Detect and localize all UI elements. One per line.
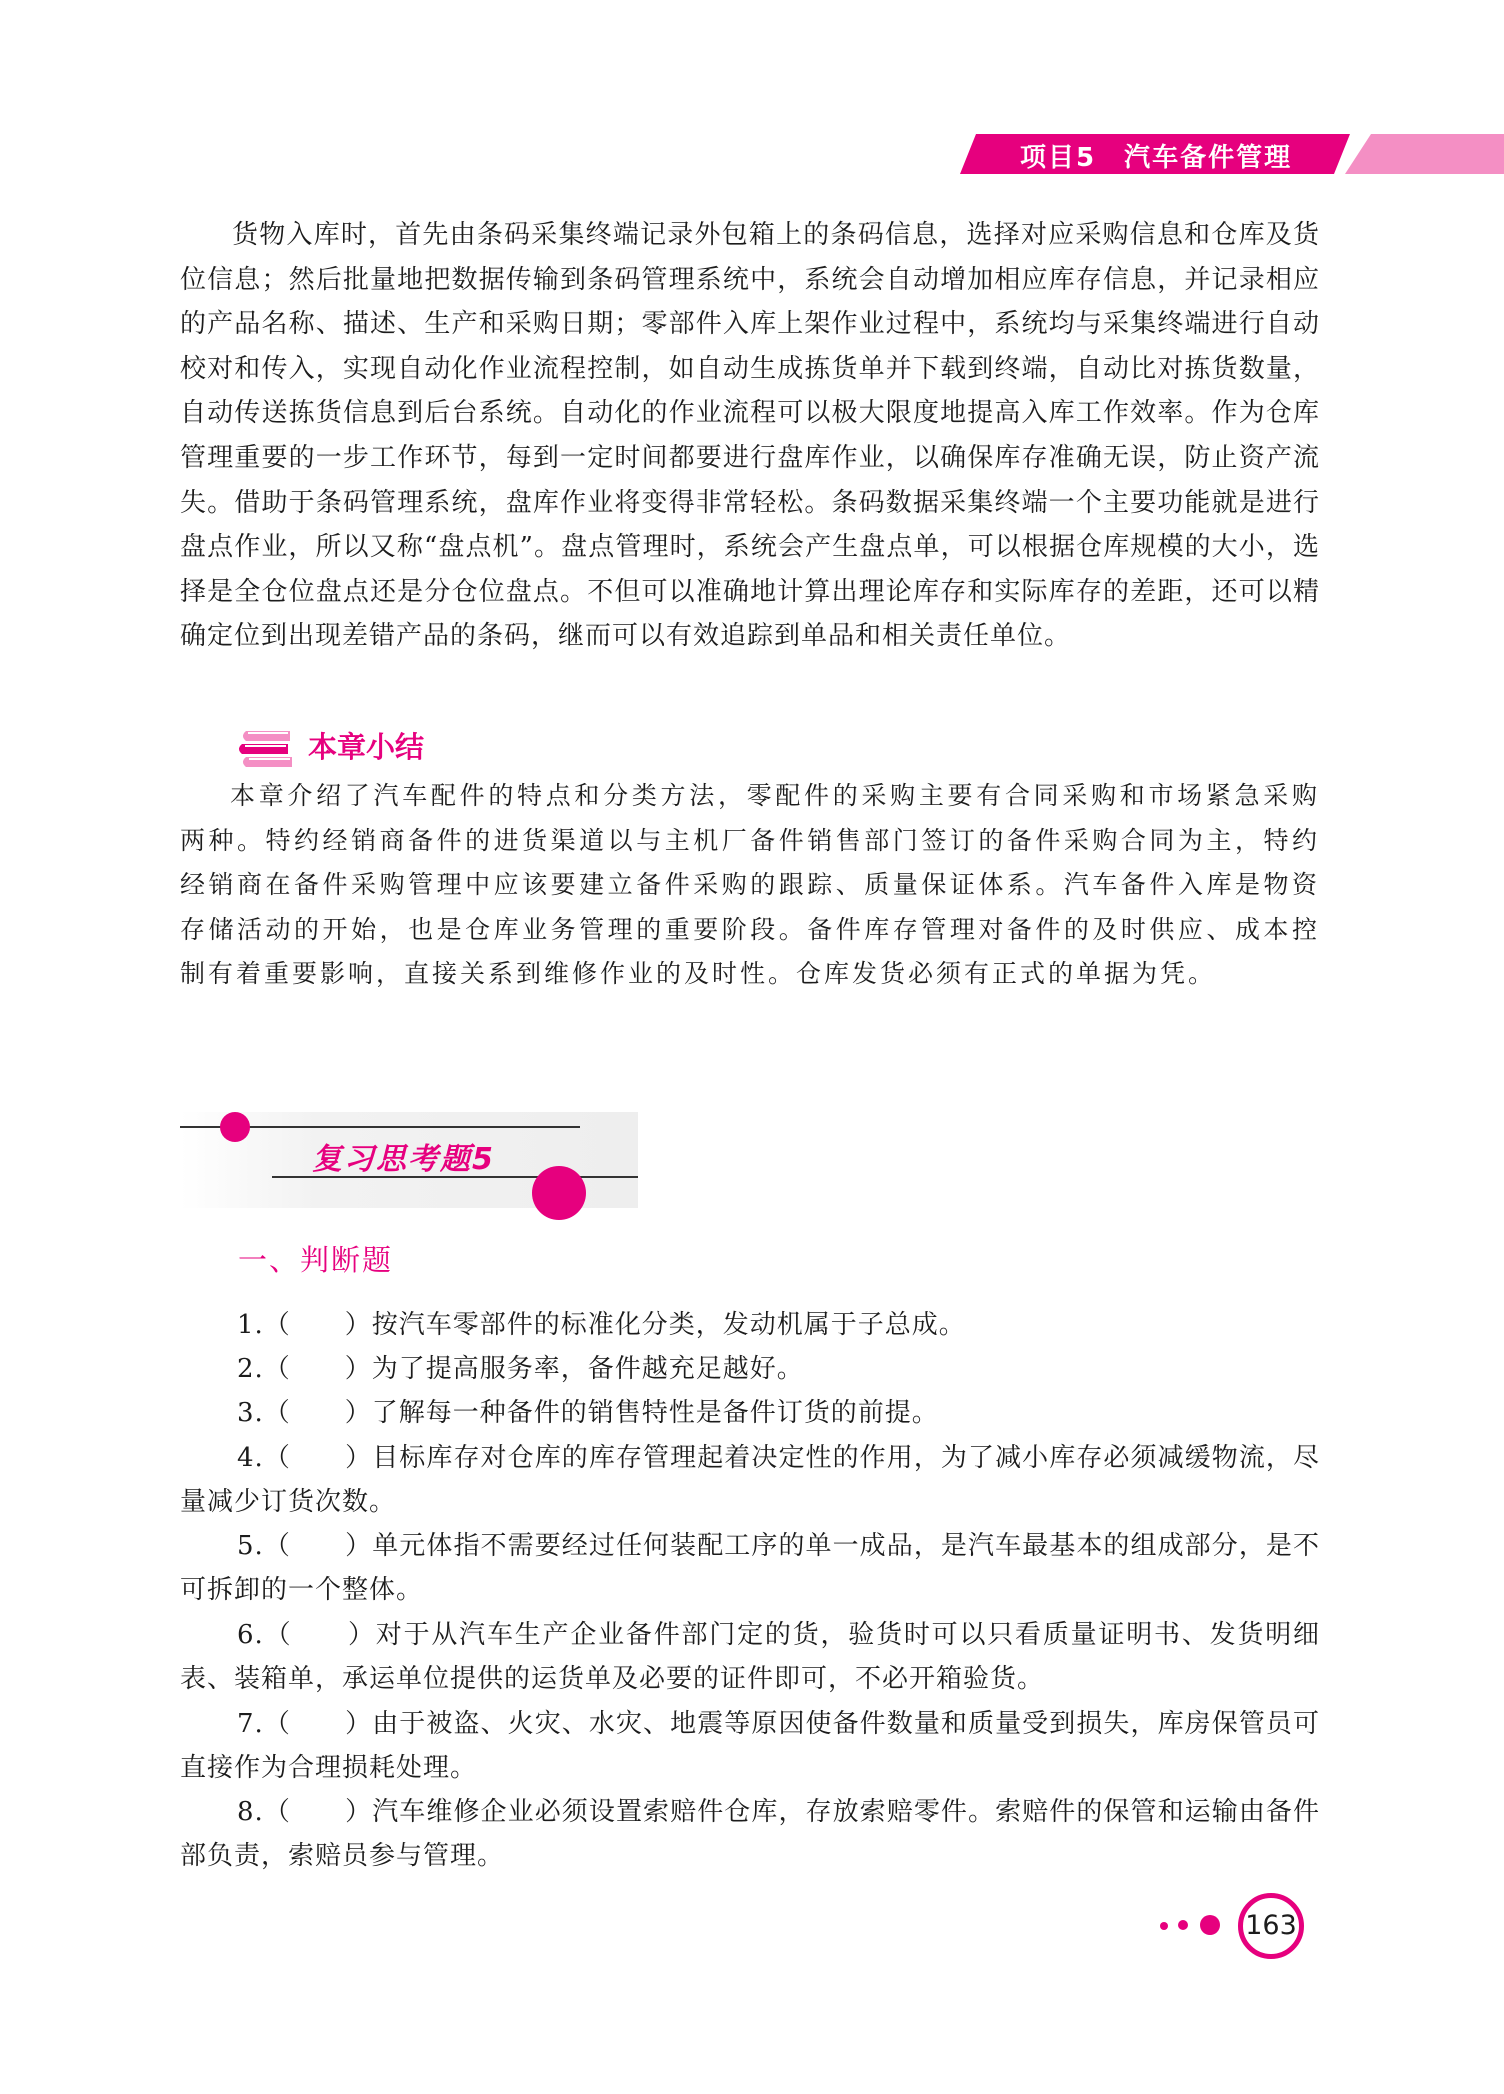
section-title: 一、判断题 (238, 1243, 394, 1277)
page-dot-large (1200, 1915, 1220, 1935)
question-item: 6.（ ）对于从汽车生产企业备件部门定的货，验货时可以只看质量证明书、发货明细表、装箱单，承运单位提供的运货单及必要的证件即可，不必开箱验货。 (180, 1620, 1320, 1695)
review-large-dot (532, 1166, 586, 1220)
summary-title: 本章小结 (308, 730, 425, 764)
summary-paragraph: 本章介绍了汽车配件的特点和分类方法，零配件的采购主要有合同采购和市场紧急采购两种。特约经销商备件的进货渠道以与主机厂备件销售部门签订的备件采购合同为主，特约经销商在备件采购管理中应该要建立备件采购的跟踪、质量保证体系。汽车备件入库是物资存储活动的开始，也是仓库业务管理的重要阶段。备件库存管理对备件的及时供应、成本控制有着重要影响，直接关系到维修作业的及时性。仓库发货必须有正式的单据为凭。 (180, 781, 1320, 988)
question-item: 4.（ ）目标库存对仓库的库存管理起着决定性的作用，为了减小库存必须减缓物流，尽量减少订货次数。 (180, 1443, 1320, 1518)
review-title: 复习思考题5 (312, 1142, 495, 1177)
page-dot-small (1160, 1922, 1168, 1930)
chapter-header-banner (960, 134, 1504, 174)
question-item: 5.（ ）单元体指不需要经过任何装配工序的单一成品，是汽车最基本的组成部分，是不可拆卸的一个整体。 (180, 1531, 1320, 1606)
header-label: 项目5 汽车备件管理 (1020, 143, 1293, 173)
header-banner-light (1345, 134, 1504, 174)
review-small-dot (220, 1112, 250, 1142)
page-number-badge (1160, 1891, 1320, 1957)
question-item: 3.（ ）了解每一种备件的销售特性是备件订货的前提。 (237, 1398, 939, 1428)
summary-heading (238, 725, 538, 765)
question-item: 1.（ ）按汽车零部件的标准化分类，发动机属于子总成。 (237, 1310, 966, 1340)
question-item: 8.（ ）汽车维修企业必须设置索赔件仓库，存放索赔零件。索赔件的保管和运输由备件部负责，索赔员参与管理。 (180, 1797, 1320, 1872)
page-dot-medium (1178, 1920, 1188, 1930)
page-number: 163 (1238, 1893, 1304, 1959)
review-heading (180, 1112, 640, 1212)
intro-paragraph: 货物入库时，首先由条码采集终端记录外包箱上的条码信息，选择对应采购信息和仓库及货位信息；然后批量地把数据传输到条码管理系统中，系统会自动增加相应库存信息，并记录相应的产品名称、描述、生产和采购日期；零部件入库上架作业过程中，系统均与采集终端进行自动校对和传入，实现自动化作业流程控制，如自动生成拣货单并下载到终端，自动比对拣货数量，自动传送拣货信息到后台系统。自动化的作业流程可以极大限度地提高入库工作效率。作为仓库管理重要的一步工作环节，每到一定时间都要进行盘库作业，以确保库存准确无误，防止资产流失。借助于条码管理系统，盘库作业将变得非常轻松。条码数据采集终端一个主要功能就是进行盘点作业，所以又称“盘点机”。盘点管理时，系统会产生盘点单，可以根据仓库规模的大小，选择是全仓位盘点还是分仓位盘点。不但可以准确地计算出理论库存和实际库存的差距，还可以精确定位到出现差错产品的条码，继而可以有效追踪到单品和相关责任单位。 (180, 220, 1320, 652)
question-item: 2.（ ）为了提高服务率，备件越充足越好。 (237, 1354, 804, 1384)
question-item: 7.（ ）由于被盗、火灾、水灾、地震等原因使备件数量和质量受到损失，库房保管员可直接作为合理损耗处理。 (180, 1709, 1320, 1784)
books-icon (238, 727, 294, 769)
